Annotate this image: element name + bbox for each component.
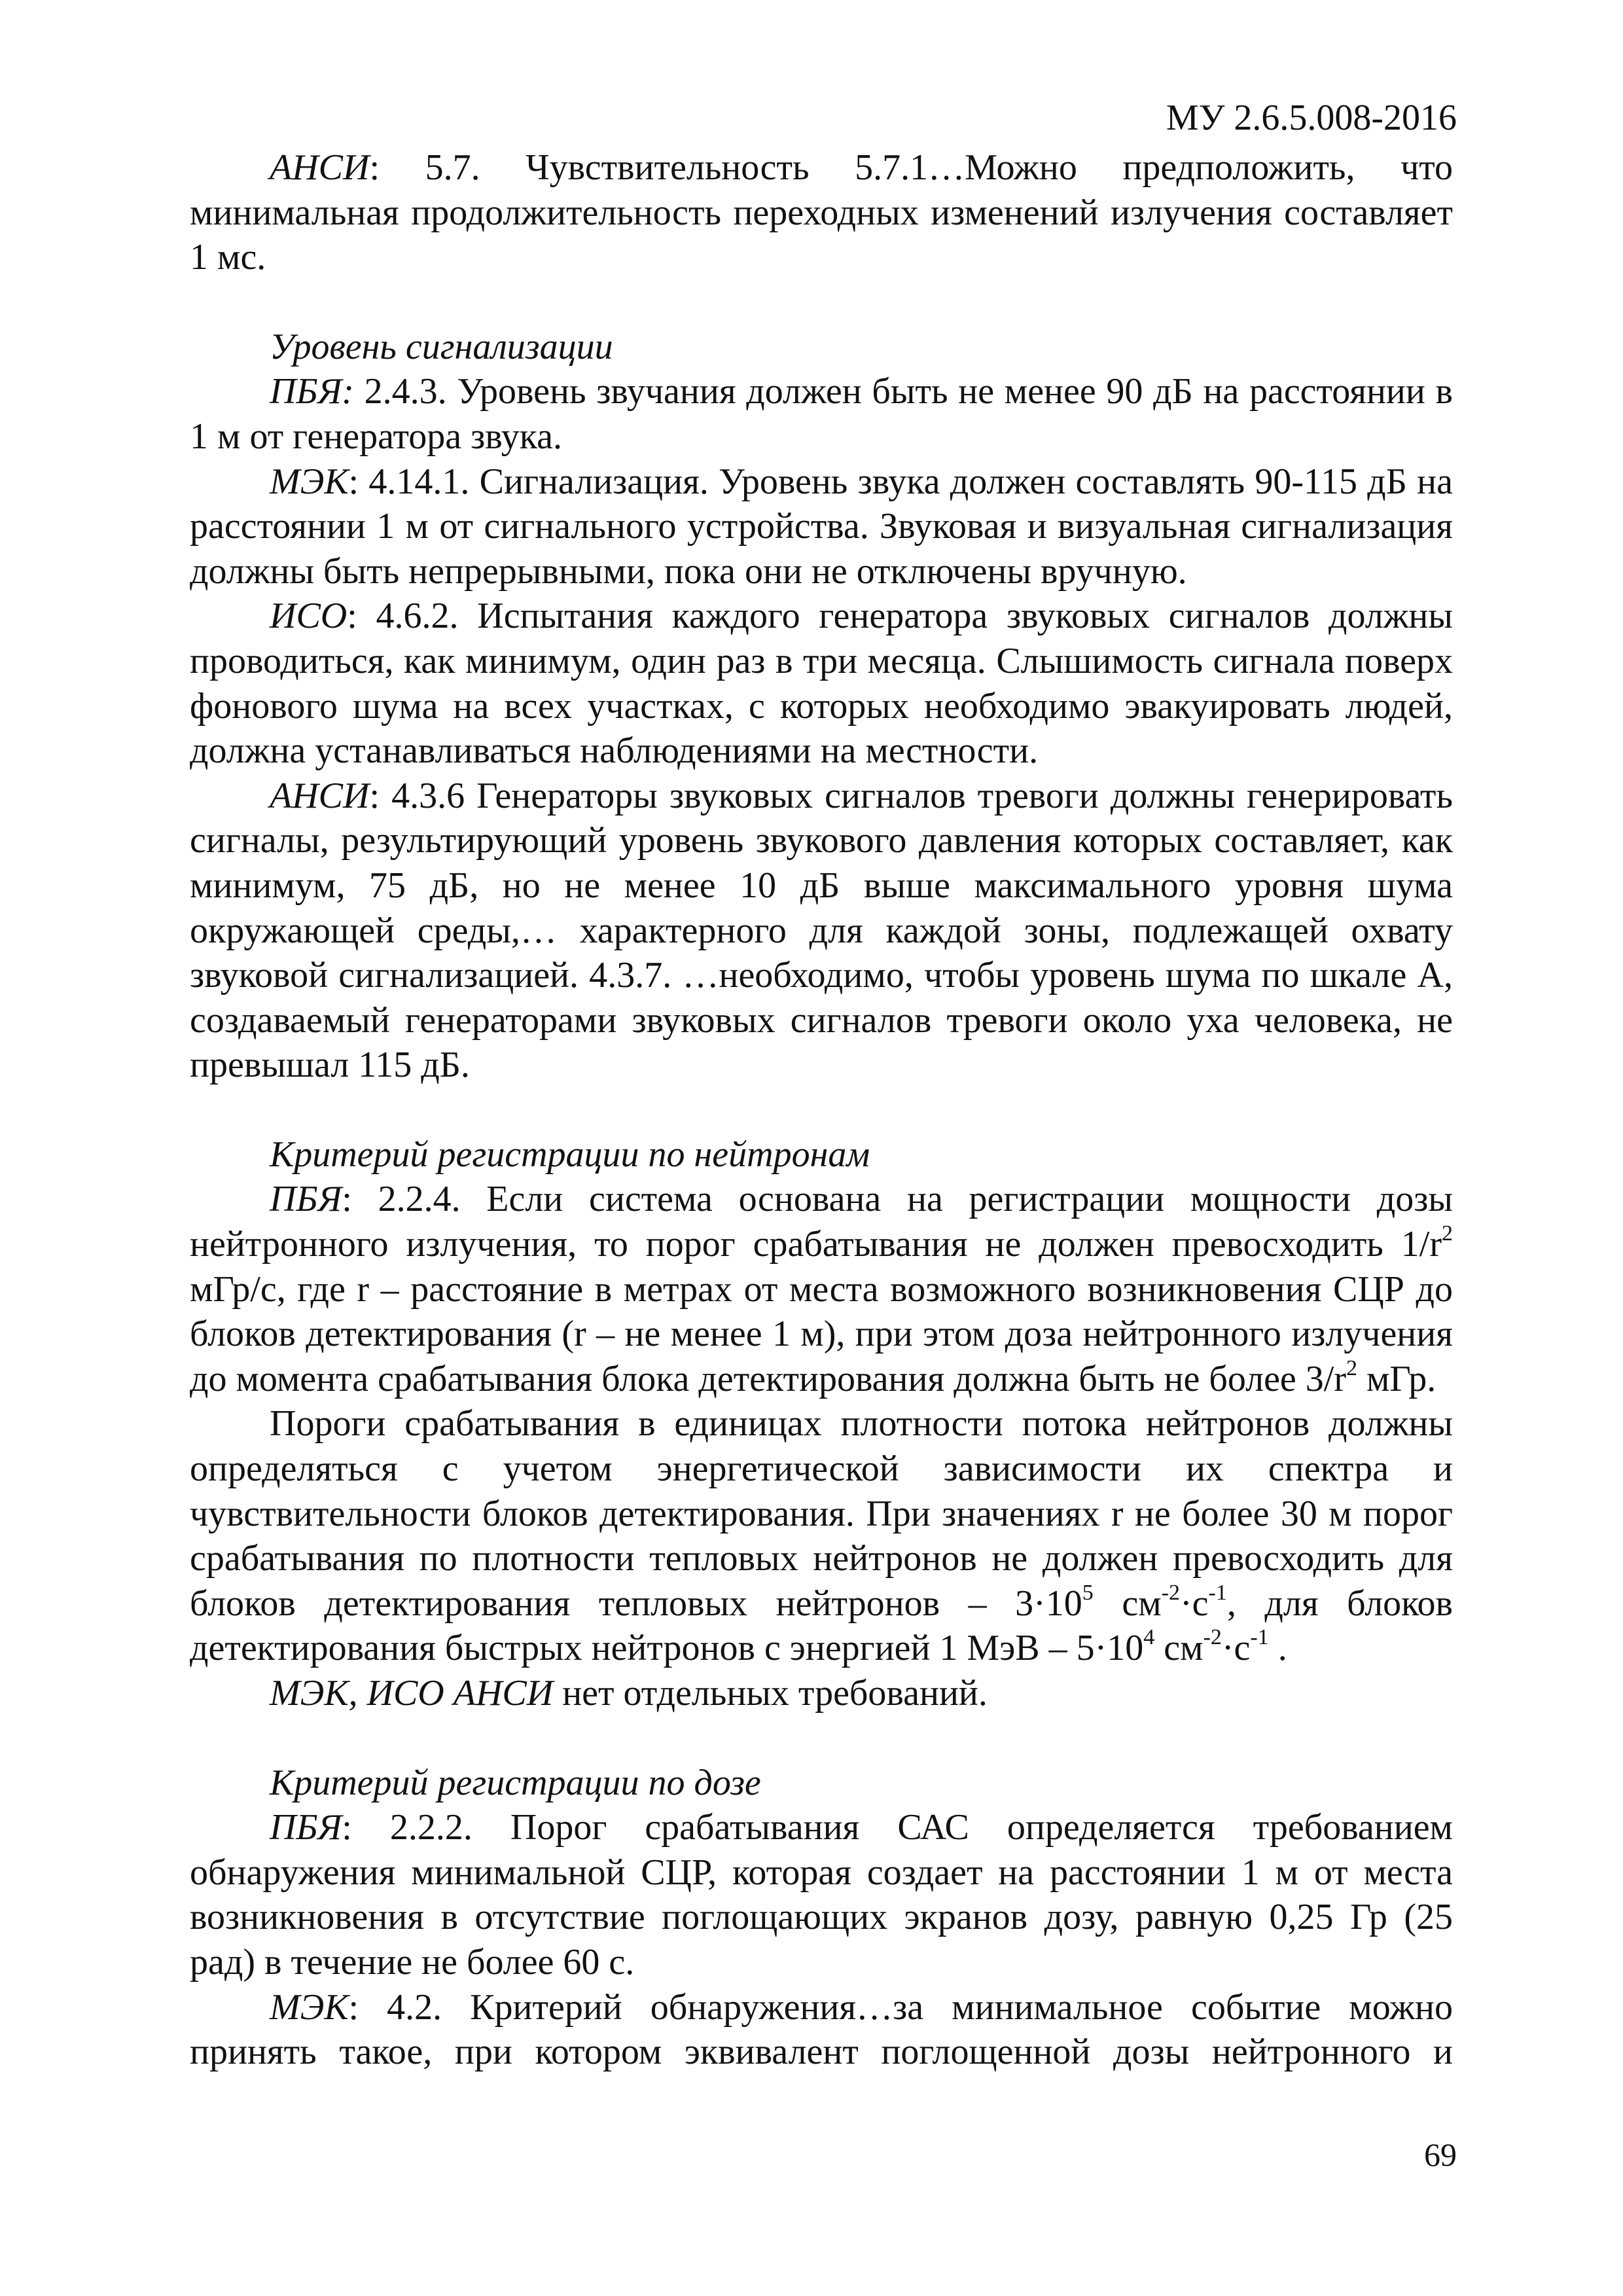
paragraph-pbya-sound-level <box>190 369 1453 459</box>
document-code: МУ 2.6.5.008-2016 <box>1166 98 1457 138</box>
superscript: -2 <box>1161 1580 1180 1605</box>
paragraph-text: : 4.14.1. Сигнализация. Уровень звука должен составлять 90-115 дБ на расстоянии 1 м от сигнального устройства. Звуковая и визуальная сигнализация должны быть непрерывными, пока они не отключены вручную. <box>190 461 1453 592</box>
paragraph-ansi-sound-generators <box>190 774 1453 1088</box>
page-number: 69 <box>1424 2136 1457 2173</box>
paragraph-text: 2.4.3. Уровень звучания должен быть не менее 90 дБ на расстоянии в 1 м от генератора звука. <box>190 371 1453 457</box>
paragraph-text: : 2.2.2. Порог срабатывания САС определяется требованием обнаружения минимальной СЦР, которая создает на расстоянии 1 м от места возникновения в отсутствие поглощающих экранов дозу, равную 0,25 Гр (25 рад) в течение не более 60 с. <box>190 1807 1453 1982</box>
paragraph-flux-thresholds <box>190 1401 1453 1671</box>
paragraph-pbya-neutron-dose-rate <box>190 1177 1453 1401</box>
paragraph-iso-testing <box>190 594 1453 773</box>
paragraph-mek-detection-criterion <box>190 1985 1453 2075</box>
text-segment: . <box>1268 1628 1287 1669</box>
superscript: -1 <box>1208 1580 1227 1605</box>
paragraph-text: : 4.6.2. Испытания каждого генератора звуковых сигналов должны проводиться, как минимум, один раз в три месяца. Слышимость сигнала поверх фонового шума на всех участках, с которых необходимо эвакуировать людей, должна устанавливаться наблюдениями на местности. <box>190 596 1453 772</box>
text-segment: см <box>1154 1628 1204 1669</box>
superscript: 2 <box>1346 1355 1357 1380</box>
text-segment: ·с <box>1221 1628 1251 1669</box>
text-segment: , для блоков детектирования быстрых нейтронов с энергией 1 МэВ – 5·10 <box>190 1583 1453 1669</box>
source-label: АНСИ <box>270 147 370 188</box>
superscript: -2 <box>1203 1625 1222 1650</box>
section-heading-neutron-criterion: Критерий регистрации по нейтронам <box>270 1134 870 1175</box>
paragraph-text: нет отдельных требований. <box>553 1673 988 1713</box>
section-heading-alarm-level: Уровень сигнализации <box>270 326 613 367</box>
paragraph-text: : 5.7. Чувствительность 5.7.1…Можно предположить, что минимальная продолжительность переходных изменений излучения составляет 1 мс. <box>190 147 1453 278</box>
paragraph-no-separate-requirements <box>190 1671 1453 1716</box>
text-segment: мГр/с, где r – расстояние в метрах от места возможного возникновения СЦР до блоков детектирования (r – не менее 1 м), при этом доза нейтронного излучения до момента срабатывания блока детектирования должна быть не более 3/r <box>190 1268 1453 1399</box>
source-label: МЭК <box>270 461 349 502</box>
page-body <box>190 145 1453 2075</box>
text-segment: : 2.2.4. Если система основана на регистрации мощности дозы нейтронного излучения, то порог срабатывания не должен превосходить 1/r <box>190 1179 1453 1265</box>
superscript: -1 <box>1250 1625 1269 1650</box>
paragraph-text: : 4.2. Критерий обнаружения…за минимальное событие можно принять такое, при котором эквивалент поглощенной дозы нейтронного и <box>190 1986 1453 2073</box>
superscript: 4 <box>1143 1625 1155 1650</box>
source-label: ИСО <box>270 596 348 637</box>
text-segment: Пороги срабатывания в единицах плотности потока нейтронов должны определяться с учетом энергетической зависимости их спектра и чувствительности блоков детектирования. При значениях r не более 30 м порог срабатывания по плотности тепловых нейтронов не должен превосходить для блоков детектирования тепловых нейтронов – 3·10 <box>190 1403 1453 1624</box>
paragraph-ansi-sensitivity <box>190 145 1453 280</box>
source-label: АНСИ <box>270 775 370 816</box>
superscript: 2 <box>1442 1221 1453 1246</box>
text-segment: мГр. <box>1357 1358 1436 1399</box>
source-label: ПБЯ <box>270 1807 342 1848</box>
source-label: МЭК <box>270 1986 349 2028</box>
text-segment: см <box>1093 1583 1162 1624</box>
section-heading-dose-criterion: Критерий регистрации по дозе <box>270 1762 761 1803</box>
paragraph-text: : 4.3.6 Генераторы звуковых сигналов тревоги должны генерировать сигналы, результирующий уровень звукового давления которых составляет, как минимум, 75 дБ, но не менее 10 дБ выше максимального уровня шума окружающей среды,… характерного для каждой зоны, подлежащей охвату звуковой сигнализацией. 4.3.7. …необходимо, чтобы уровень шума по шкале А, создаваемый генераторами звуковых сигналов тревоги около уха человека, не превышал 115 дБ. <box>190 775 1453 1086</box>
paragraph-pbya-sas-threshold <box>190 1805 1453 1984</box>
superscript: 5 <box>1082 1580 1094 1605</box>
source-label: ПБЯ: <box>270 371 354 412</box>
source-label: ПБЯ <box>270 1179 342 1220</box>
text-segment: ·с <box>1179 1583 1209 1624</box>
source-label: МЭК, ИСО АНСИ <box>270 1673 554 1713</box>
paragraph-mek-signalization <box>190 459 1453 594</box>
